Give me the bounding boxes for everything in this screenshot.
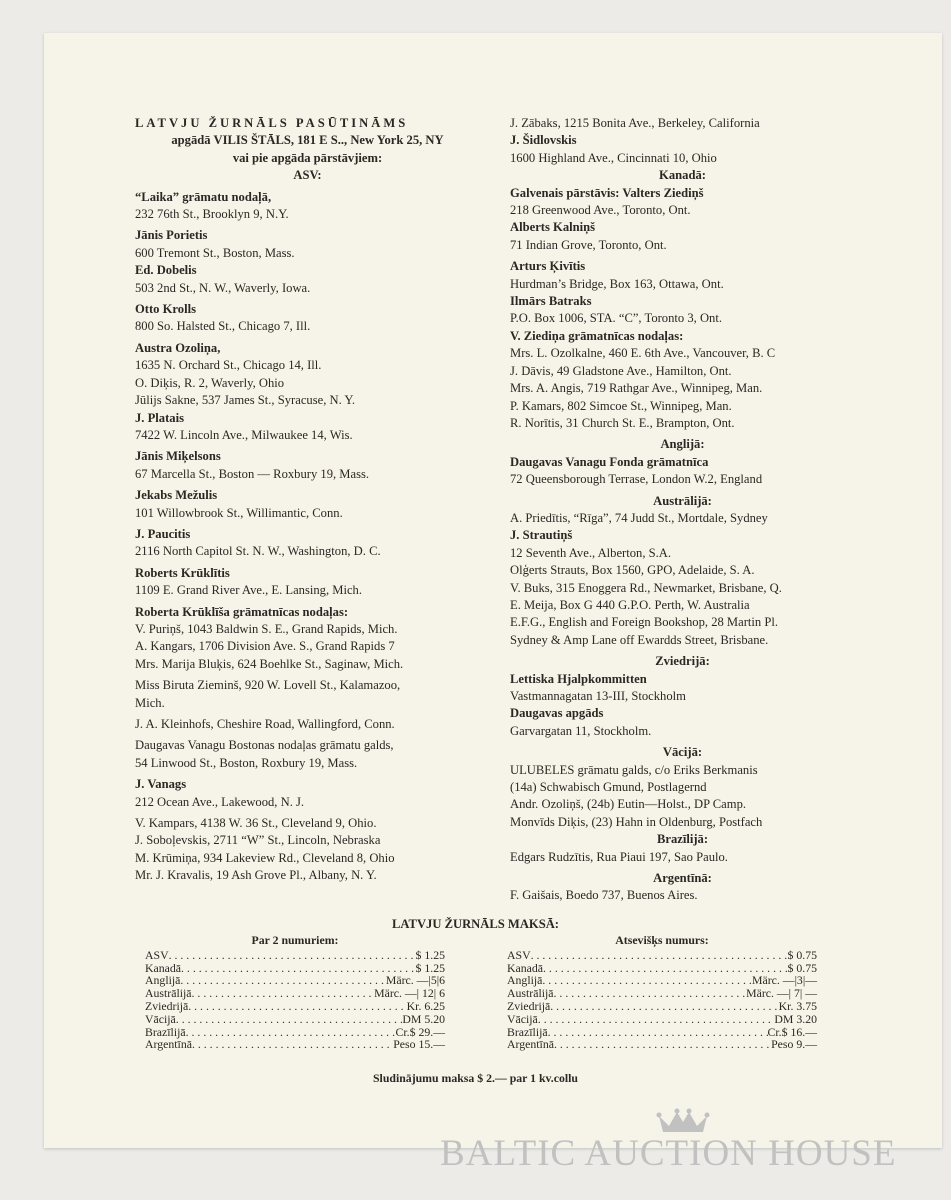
prices-single-issue xyxy=(507,934,817,1051)
address-line: Monvīds Diķis, (23) Hahn in Oldenburg, Postfach xyxy=(510,814,763,829)
address-line: Alberts Kalniņš xyxy=(510,220,596,235)
price-value: Cr.$ 16.— xyxy=(767,1024,817,1039)
prices-two-issues xyxy=(145,934,445,1051)
price-leader-dots xyxy=(192,987,375,1000)
address-line: Roberta Krūklīša grāmatnīcas nodaļas: xyxy=(135,604,349,619)
address-line: Otto Krolls xyxy=(135,302,196,317)
price-value: DM 5.20 xyxy=(402,1011,445,1026)
address-line: J. Paucitis xyxy=(135,526,191,541)
address-line: Andr. Ozoliņš, (24b) Eutin—Holst., DP Camp. xyxy=(510,797,747,812)
address-line: J. A. Kleinhofs, Cheshire Road, Wallingford, Conn. xyxy=(135,717,395,731)
address-line: Kanadā: xyxy=(659,168,706,183)
address-line: V. Buks, 315 Enoggera Rd., Newmarket, Brisbane, Q. xyxy=(510,580,782,595)
address-line: 232 76th St., Brooklyn 9, N.Y. xyxy=(135,207,289,222)
address-line: J. Zābaks, 1215 Bonita Ave., Berkeley, California xyxy=(510,116,760,130)
address-line: 218 Greenwood Ave., Toronto, Ont. xyxy=(510,203,691,218)
price-leader-dots xyxy=(543,962,787,975)
address-line: Austra Ozoliņa, xyxy=(135,340,221,355)
address-line: Argentīnā: xyxy=(653,871,712,886)
address-line: J. Soboļevskis, 2711 “W” St., Lincoln, Nebraska xyxy=(135,833,381,848)
price-country: Anglijā xyxy=(507,973,543,988)
price-leader-dots xyxy=(554,987,747,1000)
address-line: E.F.G., English and Foreign Bookshop, 28 Martin Pl. xyxy=(510,615,779,630)
price-row xyxy=(145,1013,445,1026)
price-country: Vācijā xyxy=(507,1011,538,1026)
watermark-text: BALTIC AUCTION HOUSE xyxy=(440,1133,897,1174)
address-line: Lettiska Hjalpkommitten xyxy=(510,671,647,686)
price-value: DM 3.20 xyxy=(774,1011,817,1026)
price-row xyxy=(507,1038,817,1051)
advertising-rate: Sludinājumu maksa $ 2.— par 1 kv.collu xyxy=(373,1071,578,1085)
price-value: $ 0.75 xyxy=(787,960,817,975)
address-line: A. Priedītis, “Rīga”, 74 Judd St., Mortdale, Sydney xyxy=(510,510,768,525)
address-line: Jūlijs Sakne, 537 James St., Syracuse, N. Y. xyxy=(135,393,356,408)
price-row xyxy=(507,1013,817,1026)
address-line: 67 Marcella St., Boston — Roxbury 19, Mass. xyxy=(135,466,370,481)
price-value: Märc. —| 12| 6 xyxy=(374,986,445,1001)
address-line: Daugavas Vanagu Fonda grāmatnīca xyxy=(510,454,709,469)
price-row xyxy=(145,1000,445,1013)
representatives-right-column xyxy=(510,115,855,905)
address-line: Mrs. Marija Bluķis, 624 Boehlke St., Saginaw, Mich. xyxy=(135,656,404,671)
address-line: Zviedrijā: xyxy=(655,654,710,669)
address-line: 1109 E. Grand River Ave., E. Lansing, Mich. xyxy=(135,583,362,598)
address-line: ASV: xyxy=(293,168,322,183)
address-line: 800 So. Halsted St., Chicago 7, Ill. xyxy=(135,319,311,334)
address-line: Olģerts Strauts, Box 1560, GPO, Adelaide, S. A. xyxy=(510,563,755,578)
address-line: R. Norītis, 31 Church St. E., Brampton, Ont. xyxy=(510,415,735,430)
price-value: Märc. —|3|— xyxy=(751,973,817,988)
address-line: 503 2nd St., N. W., Waverly, Iowa. xyxy=(135,280,311,295)
price-leader-dots xyxy=(188,1000,406,1013)
address-line: Brazīlijā: xyxy=(656,832,709,847)
address-line: Roberts Krūklītis xyxy=(135,565,230,580)
address-line: V. Kampars, 4138 W. 36 St., Cleveland 9, Ohio. xyxy=(135,816,377,831)
price-row xyxy=(145,1038,445,1051)
address-line: Garvargatan 11, Stockholm. xyxy=(510,723,652,738)
price-leader-dots xyxy=(538,1013,775,1026)
address-line: Galvenais pārstāvis: Valters Ziediņš xyxy=(510,185,704,200)
address-line: M. Krūmiņa, 934 Lakeview Rd., Cleveland 8, Ohio xyxy=(135,850,395,865)
address-line: Edgars Rudzītis, Rua Piaui 197, Sao Paulo. xyxy=(510,849,728,864)
address-line: Miss Biruta Zieminš, 920 W. Lovell St., Kalamazoo, xyxy=(135,678,401,693)
address-line: Mr. J. Kravalis, 19 Ash Grove Pl., Albany, N. Y. xyxy=(135,868,377,883)
address-line: 101 Willowbrook St., Willimantic, Conn. xyxy=(135,505,343,520)
address-line: vai pie apgāda pārstāvjiem: xyxy=(232,150,383,165)
price-country: Kanadā xyxy=(507,960,544,975)
address-line: O. Diķis, R. 2, Waverly, Ohio xyxy=(135,375,285,390)
address-line: Arturs Ķivītis xyxy=(510,259,586,274)
price-country: ASV xyxy=(145,947,169,962)
address-line: P. Kamars, 802 Simcoe St., Winnipeg, Man. xyxy=(510,398,732,413)
price-country: Vācijā xyxy=(145,1011,176,1026)
address-line: 600 Tremont St., Boston, Mass. xyxy=(135,245,295,260)
price-leader-dots xyxy=(554,1038,771,1051)
price-row xyxy=(145,987,445,1000)
address-line: 72 Queensborough Terrase, London W.2, England xyxy=(510,472,763,487)
price-value: Kr. 6.25 xyxy=(406,998,445,1013)
price-value: Cr.$ 29.— xyxy=(395,1024,445,1039)
price-leader-dots xyxy=(176,1013,403,1026)
price-value: Peso 9.— xyxy=(771,1037,817,1052)
address-line: Vācijā: xyxy=(662,745,703,760)
price-value: $ 1.25 xyxy=(415,960,445,975)
price-row xyxy=(145,949,445,962)
address-line: Jānis Miķelsons xyxy=(135,449,221,464)
address-line: E. Meija, Box G 440 G.P.O. Perth, W. Australia xyxy=(510,597,750,612)
address-line: Anglijā: xyxy=(660,437,705,452)
price-value: $ 1.25 xyxy=(415,947,445,962)
price-leader-dots xyxy=(548,1026,768,1039)
price-leader-dots xyxy=(186,1026,396,1039)
address-line: “Laika” grāmatu nodaļā, xyxy=(135,189,272,204)
price-country: ASV xyxy=(507,947,531,962)
price-country: Brazīlijā xyxy=(507,1024,548,1039)
address-line: Mich. xyxy=(135,695,165,710)
representatives-left-column xyxy=(135,115,480,885)
address-line: F. Gaišais, Boedo 737, Buenos Aires. xyxy=(510,888,698,903)
address-line: V. Ziediņa grāmatnīcas nodaļas: xyxy=(510,328,684,343)
price-leader-dots xyxy=(531,949,788,962)
price-value: Peso 15.— xyxy=(393,1037,445,1052)
address-line: J. Strautiņš xyxy=(510,528,573,543)
prices-single-issue-subtitle: Atsevišķs numurs: xyxy=(615,933,709,947)
address-line: 1635 N. Orchard St., Chicago 14, Ill. xyxy=(135,358,322,373)
address-line: V. Puriņš, 1043 Baldwin S. E., Grand Rapids, Mich. xyxy=(135,621,398,636)
address-line: 212 Ocean Ave., Lakewood, N. J. xyxy=(135,794,305,809)
price-leader-dots xyxy=(181,962,415,975)
address-line: Daugavas Vanagu Bostonas nodaļas grāmatu galds, xyxy=(135,738,394,753)
price-row xyxy=(507,987,817,1000)
price-value: Kr. 3.75 xyxy=(778,998,817,1013)
address-line: 2116 North Capitol St. N. W., Washington, D. C. xyxy=(135,544,381,559)
address-line: 12 Seventh Ave., Alberton, S.A. xyxy=(510,545,672,560)
address-line: A. Kangars, 1706 Division Ave. S., Grand Rapids 7 xyxy=(135,639,395,654)
price-row xyxy=(507,1000,817,1013)
address-line: Hurdman’s Bridge, Box 163, Ottawa, Ont. xyxy=(510,276,724,291)
price-leader-dots xyxy=(169,949,416,962)
price-country: Argentīnā xyxy=(145,1037,192,1052)
address-line: Ed. Dobelis xyxy=(135,263,197,278)
address-line: P.O. Box 1006, STA. “C”, Toronto 3, Ont. xyxy=(510,311,722,326)
price-leader-dots xyxy=(542,974,752,987)
address-line: apgādā VILIS ŠTĀLS, 181 E S.., New York 25, NY xyxy=(171,133,444,148)
address-line: Jānis Porietis xyxy=(135,228,208,243)
address-line: 54 Linwood St., Boston, Roxbury 19, Mass. xyxy=(135,755,358,770)
price-leader-dots xyxy=(550,1000,778,1013)
price-country: Anglijā xyxy=(145,973,181,988)
address-line: LATVJU ŽURNĀLS PASŪTINĀMS xyxy=(135,116,409,130)
address-line: Mrs. L. Ozolkalne, 460 E. 6th Ave., Vancouver, B. C xyxy=(510,346,776,361)
address-line: Vastmannagatan 13-III, Stockholm xyxy=(510,689,686,703)
prices-title: LATVJU ŽURNĀLS MAKSĀ: xyxy=(392,917,559,931)
address-line: (14a) Schwabisch Gmund, Postlagernd xyxy=(510,780,707,795)
price-country: Brazīlijā xyxy=(145,1024,186,1039)
address-line: J. Platais xyxy=(135,410,184,425)
price-country: Austrālijā xyxy=(145,986,192,1001)
address-line: 71 Indian Grove, Toronto, Ont. xyxy=(510,237,667,252)
address-line: ULUBELES grāmatu galds, c/o Eriks Berkmanis xyxy=(510,762,758,777)
price-country: Kanadā xyxy=(145,960,182,975)
price-value: Märc. —| 7| — xyxy=(746,986,817,1001)
price-row xyxy=(507,949,817,962)
price-leader-dots xyxy=(192,1038,393,1051)
address-line: Jekabs Mežulis xyxy=(135,488,218,503)
price-value: $ 0.75 xyxy=(787,947,817,962)
address-line: Daugavas apgāds xyxy=(510,706,604,721)
address-line: Ilmārs Batraks xyxy=(510,294,592,309)
address-line: Mrs. A. Angis, 719 Rathgar Ave., Winnipeg, Man. xyxy=(510,381,763,396)
price-value: Märc. —|5|6 xyxy=(385,973,445,988)
address-line: Austrālijā: xyxy=(653,493,712,508)
address-line: Sydney & Amp Lane off Ewardds Street, Brisbane. xyxy=(510,632,769,647)
prices-two-issues-subtitle: Par 2 numuriem: xyxy=(251,933,339,947)
price-country: Austrālijā xyxy=(507,986,554,1001)
price-country: Zviedrijā xyxy=(145,998,189,1013)
address-line: 1600 Highland Ave., Cincinnati 10, Ohio xyxy=(510,150,717,165)
address-line: J. Dāvis, 49 Gladstone Ave., Hamilton, Ont. xyxy=(510,363,732,378)
price-country: Argentīnā xyxy=(507,1037,554,1052)
price-country: Zviedrijā xyxy=(507,998,551,1013)
price-leader-dots xyxy=(180,974,386,987)
address-line: 7422 W. Lincoln Ave., Milwaukee 14, Wis. xyxy=(135,427,353,442)
address-line: J. Vanags xyxy=(135,777,187,792)
address-line: J. Šidlovskis xyxy=(510,133,577,148)
